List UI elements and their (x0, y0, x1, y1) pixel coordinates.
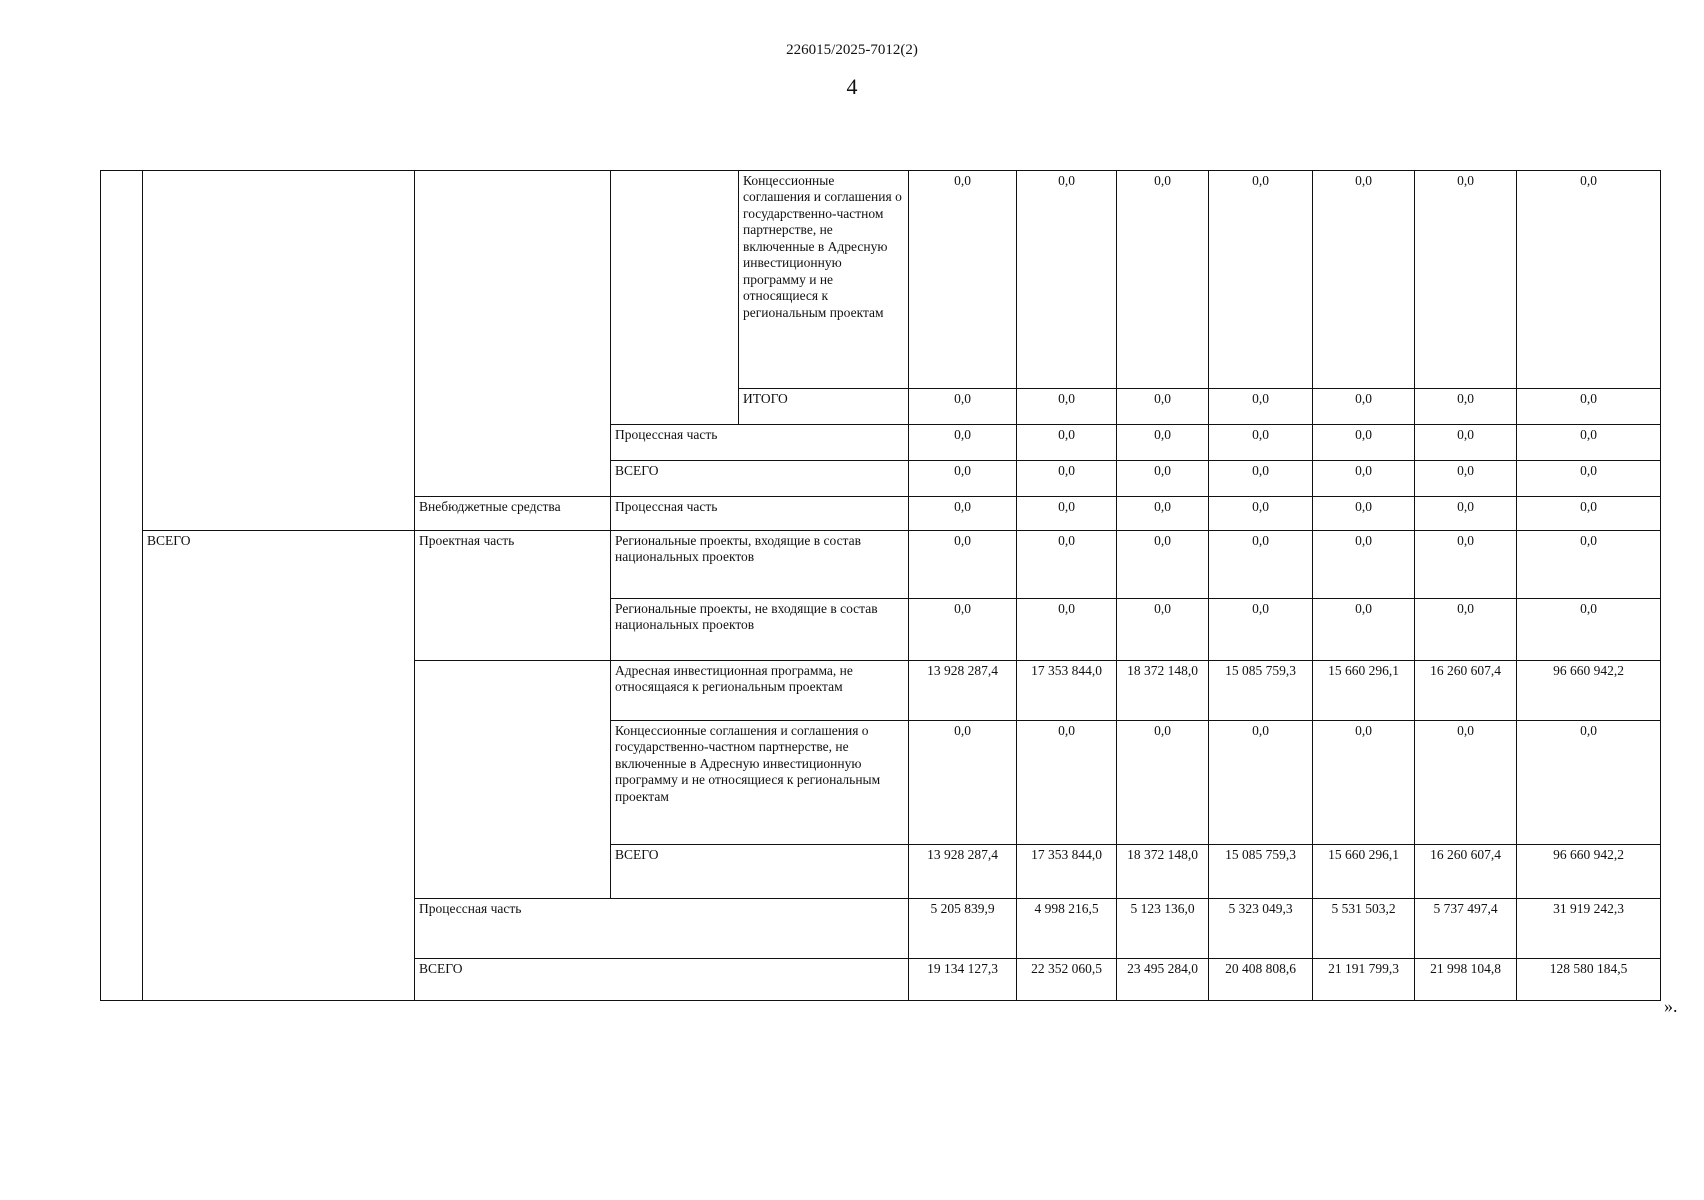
value-cell: 0,0 (1017, 497, 1117, 531)
value-cell: 0,0 (1117, 497, 1209, 531)
section-empty-cell (415, 661, 611, 899)
value-cell: 17 353 844,0 (1017, 845, 1117, 899)
value-cell: 16 260 607,4 (1415, 845, 1517, 899)
value-cell: 0,0 (1415, 461, 1517, 497)
value-cell: 19 134 127,3 (909, 959, 1017, 1001)
value-cell: 0,0 (1117, 599, 1209, 661)
page-number: 4 (846, 74, 858, 99)
value-cell: 13 928 287,4 (909, 661, 1017, 721)
value-cell: 0,0 (909, 461, 1017, 497)
value-cell: 0,0 (1313, 599, 1415, 661)
value-cell: 22 352 060,5 (1017, 959, 1117, 1001)
value-cell: 0,0 (1209, 599, 1313, 661)
value-cell: 0,0 (1117, 531, 1209, 599)
value-cell: 13 928 287,4 (909, 845, 1017, 899)
value-cell: 21 191 799,3 (1313, 959, 1415, 1001)
value-cell: 0,0 (1415, 599, 1517, 661)
value-cell: 0,0 (1017, 171, 1117, 389)
row-label: Процессная часть (415, 899, 909, 959)
row-label: ИТОГО (739, 389, 909, 425)
value-cell: 0,0 (1117, 425, 1209, 461)
value-cell: 5 205 839,9 (909, 899, 1017, 959)
value-cell: 15 660 296,1 (1313, 845, 1415, 899)
value-cell: 0,0 (909, 171, 1017, 389)
value-cell: 0,0 (1209, 425, 1313, 461)
value-cell: 18 372 148,0 (1117, 845, 1209, 899)
value-cell: 0,0 (909, 389, 1017, 425)
value-cell: 0,0 (1313, 721, 1415, 845)
value-cell: 0,0 (1209, 721, 1313, 845)
source-label: Внебюджетные средства (415, 497, 611, 531)
value-cell: 96 660 942,2 (1517, 661, 1661, 721)
category-empty-cell (143, 171, 415, 531)
value-cell: 0,0 (1209, 461, 1313, 497)
value-cell: 16 260 607,4 (1415, 661, 1517, 721)
value-cell: 5 123 136,0 (1117, 899, 1209, 959)
value-cell: 0,0 (909, 599, 1017, 661)
value-cell: 0,0 (1415, 389, 1517, 425)
value-cell: 15 085 759,3 (1209, 661, 1313, 721)
value-cell: 0,0 (1313, 531, 1415, 599)
row-label: Концессионные соглашения и соглашения о государственно-частном партнерстве, не включенные в Адресную инвестиционную программу и не относящиеся к региональным проектам (739, 171, 909, 389)
row-label: ВСЕГО (611, 461, 909, 497)
row-label: Процессная часть (611, 425, 909, 461)
value-cell: 0,0 (1017, 461, 1117, 497)
value-cell: 17 353 844,0 (1017, 661, 1117, 721)
value-cell: 0,0 (1415, 425, 1517, 461)
value-cell: 0,0 (1209, 171, 1313, 389)
row-label: Региональные проекты, не входящие в состав национальных проектов (611, 599, 909, 661)
value-cell: 0,0 (1517, 497, 1661, 531)
value-cell: 0,0 (1517, 389, 1661, 425)
value-cell: 0,0 (1117, 389, 1209, 425)
source-empty-cell (415, 171, 611, 497)
value-cell: 5 737 497,4 (1415, 899, 1517, 959)
value-cell: 0,0 (909, 497, 1017, 531)
value-cell: 0,0 (1517, 461, 1661, 497)
value-cell: 0,0 (1517, 425, 1661, 461)
value-cell: 0,0 (1017, 531, 1117, 599)
value-cell: 128 580 184,5 (1517, 959, 1661, 1001)
row-label: Процессная часть (611, 497, 909, 531)
value-cell: 0,0 (1017, 721, 1117, 845)
value-cell: 0,0 (1209, 497, 1313, 531)
value-cell: 0,0 (1209, 389, 1313, 425)
value-cell: 20 408 808,6 (1209, 959, 1313, 1001)
table-row (101, 531, 1661, 599)
value-cell: 15 085 759,3 (1209, 845, 1313, 899)
value-cell: 21 998 104,8 (1415, 959, 1517, 1001)
value-cell: 4 998 216,5 (1017, 899, 1117, 959)
document-number: 226015/2025-7012(2) (786, 42, 918, 58)
value-cell: 23 495 284,0 (1117, 959, 1209, 1001)
value-cell: 0,0 (1415, 721, 1517, 845)
value-cell: 96 660 942,2 (1517, 845, 1661, 899)
budget-table (100, 170, 1661, 1001)
value-cell: 0,0 (1313, 171, 1415, 389)
value-cell: 0,0 (1117, 721, 1209, 845)
section-label: Проектная часть (415, 531, 611, 661)
value-cell: 18 372 148,0 (1117, 661, 1209, 721)
value-cell: 0,0 (1313, 497, 1415, 531)
row-label: Региональные проекты, входящие в состав национальных проектов (611, 531, 909, 599)
value-cell: 0,0 (1313, 425, 1415, 461)
value-cell: 0,0 (1415, 171, 1517, 389)
value-cell: 0,0 (1517, 599, 1661, 661)
value-cell: 0,0 (1209, 531, 1313, 599)
value-cell: 0,0 (909, 425, 1017, 461)
row-label: Адресная инвестиционная программа, не относящаяся к региональным проектам (611, 661, 909, 721)
value-cell: 0,0 (1517, 171, 1661, 389)
value-cell: 5 323 049,3 (1209, 899, 1313, 959)
value-cell: 0,0 (1117, 461, 1209, 497)
value-cell: 0,0 (1313, 461, 1415, 497)
closing-quote: ». (1664, 996, 1678, 1016)
value-cell: 0,0 (1017, 599, 1117, 661)
value-cell: 0,0 (1517, 721, 1661, 845)
table-row (101, 171, 1661, 389)
value-cell: 0,0 (1415, 531, 1517, 599)
value-cell: 0,0 (909, 531, 1017, 599)
value-cell: 0,0 (1517, 531, 1661, 599)
row-label: ВСЕГО (415, 959, 909, 1001)
value-cell: 0,0 (1313, 389, 1415, 425)
index-column-cell (101, 171, 143, 1001)
value-cell: 0,0 (1017, 389, 1117, 425)
value-cell: 0,0 (1415, 497, 1517, 531)
section-empty-cell (611, 171, 739, 425)
value-cell: 5 531 503,2 (1313, 899, 1415, 959)
row-label: Концессионные соглашения и соглашения о государственно-частном партнерстве, не включенные в Адресную инвестиционную программу и не относящиеся к региональным проектам (611, 721, 909, 845)
value-cell: 15 660 296,1 (1313, 661, 1415, 721)
value-cell: 0,0 (909, 721, 1017, 845)
row-label: ВСЕГО (611, 845, 909, 899)
value-cell: 0,0 (1117, 171, 1209, 389)
value-cell: 0,0 (1017, 425, 1117, 461)
total-category-label: ВСЕГО (143, 531, 415, 1001)
value-cell: 31 919 242,3 (1517, 899, 1661, 959)
